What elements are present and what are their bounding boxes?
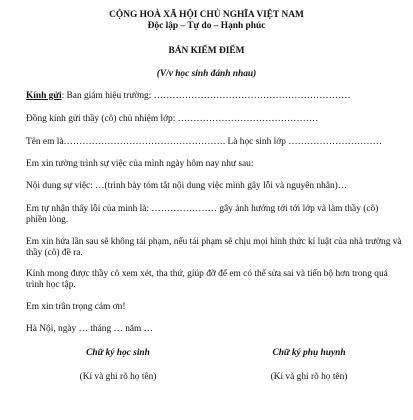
kinh-gui-line xyxy=(26,91,351,102)
noi-dung-su-viec-line: Nội dung sự việc: …(trình bày tóm tắt nội dung việc mình gây lỗi và nguyên nhân)… xyxy=(26,181,348,191)
tu-nhan-loi-paragraph: Em tự nhận thấy lỗi của mình là: ………………… gây ảnh hưởng tới tới lớp và làm thầy (cô) phiền lòng. xyxy=(26,204,379,225)
student-signature-note: (Kí và ghi rõ họ tên) xyxy=(79,372,157,382)
national-motto: Độc lập – Tự do – Hạnh phúc xyxy=(147,21,266,31)
kinh-gui-text: : Ban giám hiệu trường: ……………………………………………………… xyxy=(61,91,351,101)
document-subtitle: (V/v học sinh đánh nhau) xyxy=(156,69,257,79)
hua-khong-tai-pham-paragraph: Em xin hứa lần sau sẽ không tái phạm, nếu tái phạm sẽ chịu mọi hình thức kỉ luật của nhà trường và thầy (cô) đề ra. xyxy=(26,237,402,258)
parent-signature-title: Chữ ký phụ huynh xyxy=(272,348,346,358)
date-line: Hà Nội, ngày … tháng … năm … xyxy=(26,324,154,334)
dong-kinh-gui-line: Đồng kính gửi thầy (cô) chủ nhiệm lớp: ……………………………………… xyxy=(26,114,319,124)
ten-em-la-line: Tên em là……………………………………………. Là học sinh lớp ………………………… xyxy=(26,137,382,147)
document-title: BẢN KIỂM ĐIỂM xyxy=(168,46,245,56)
kinh-gui-label: Kính gửi xyxy=(26,91,62,101)
student-signature-title: Chữ ký học sinh xyxy=(86,348,150,358)
kinh-mong-paragraph: Kính mong được thầy cô xem xét, tha thứ, giúp đỡ để em có thể sửa sai và tiến bộ hơn trong quá trình học tập. xyxy=(26,269,388,290)
tuong-trinh-line: Em xin tường trình sự việc của mình ngày hôm nay như sau: xyxy=(26,159,254,169)
tran-trong-line: Em xin trân trọng cảm ơn! xyxy=(26,302,126,312)
parent-signature-note: (Kí và ghi rõ họ tên) xyxy=(270,372,348,382)
national-title: CỘNG HOÀ XÃ HỘI CHỦ NGHĨA VIỆT NAM xyxy=(109,10,304,20)
